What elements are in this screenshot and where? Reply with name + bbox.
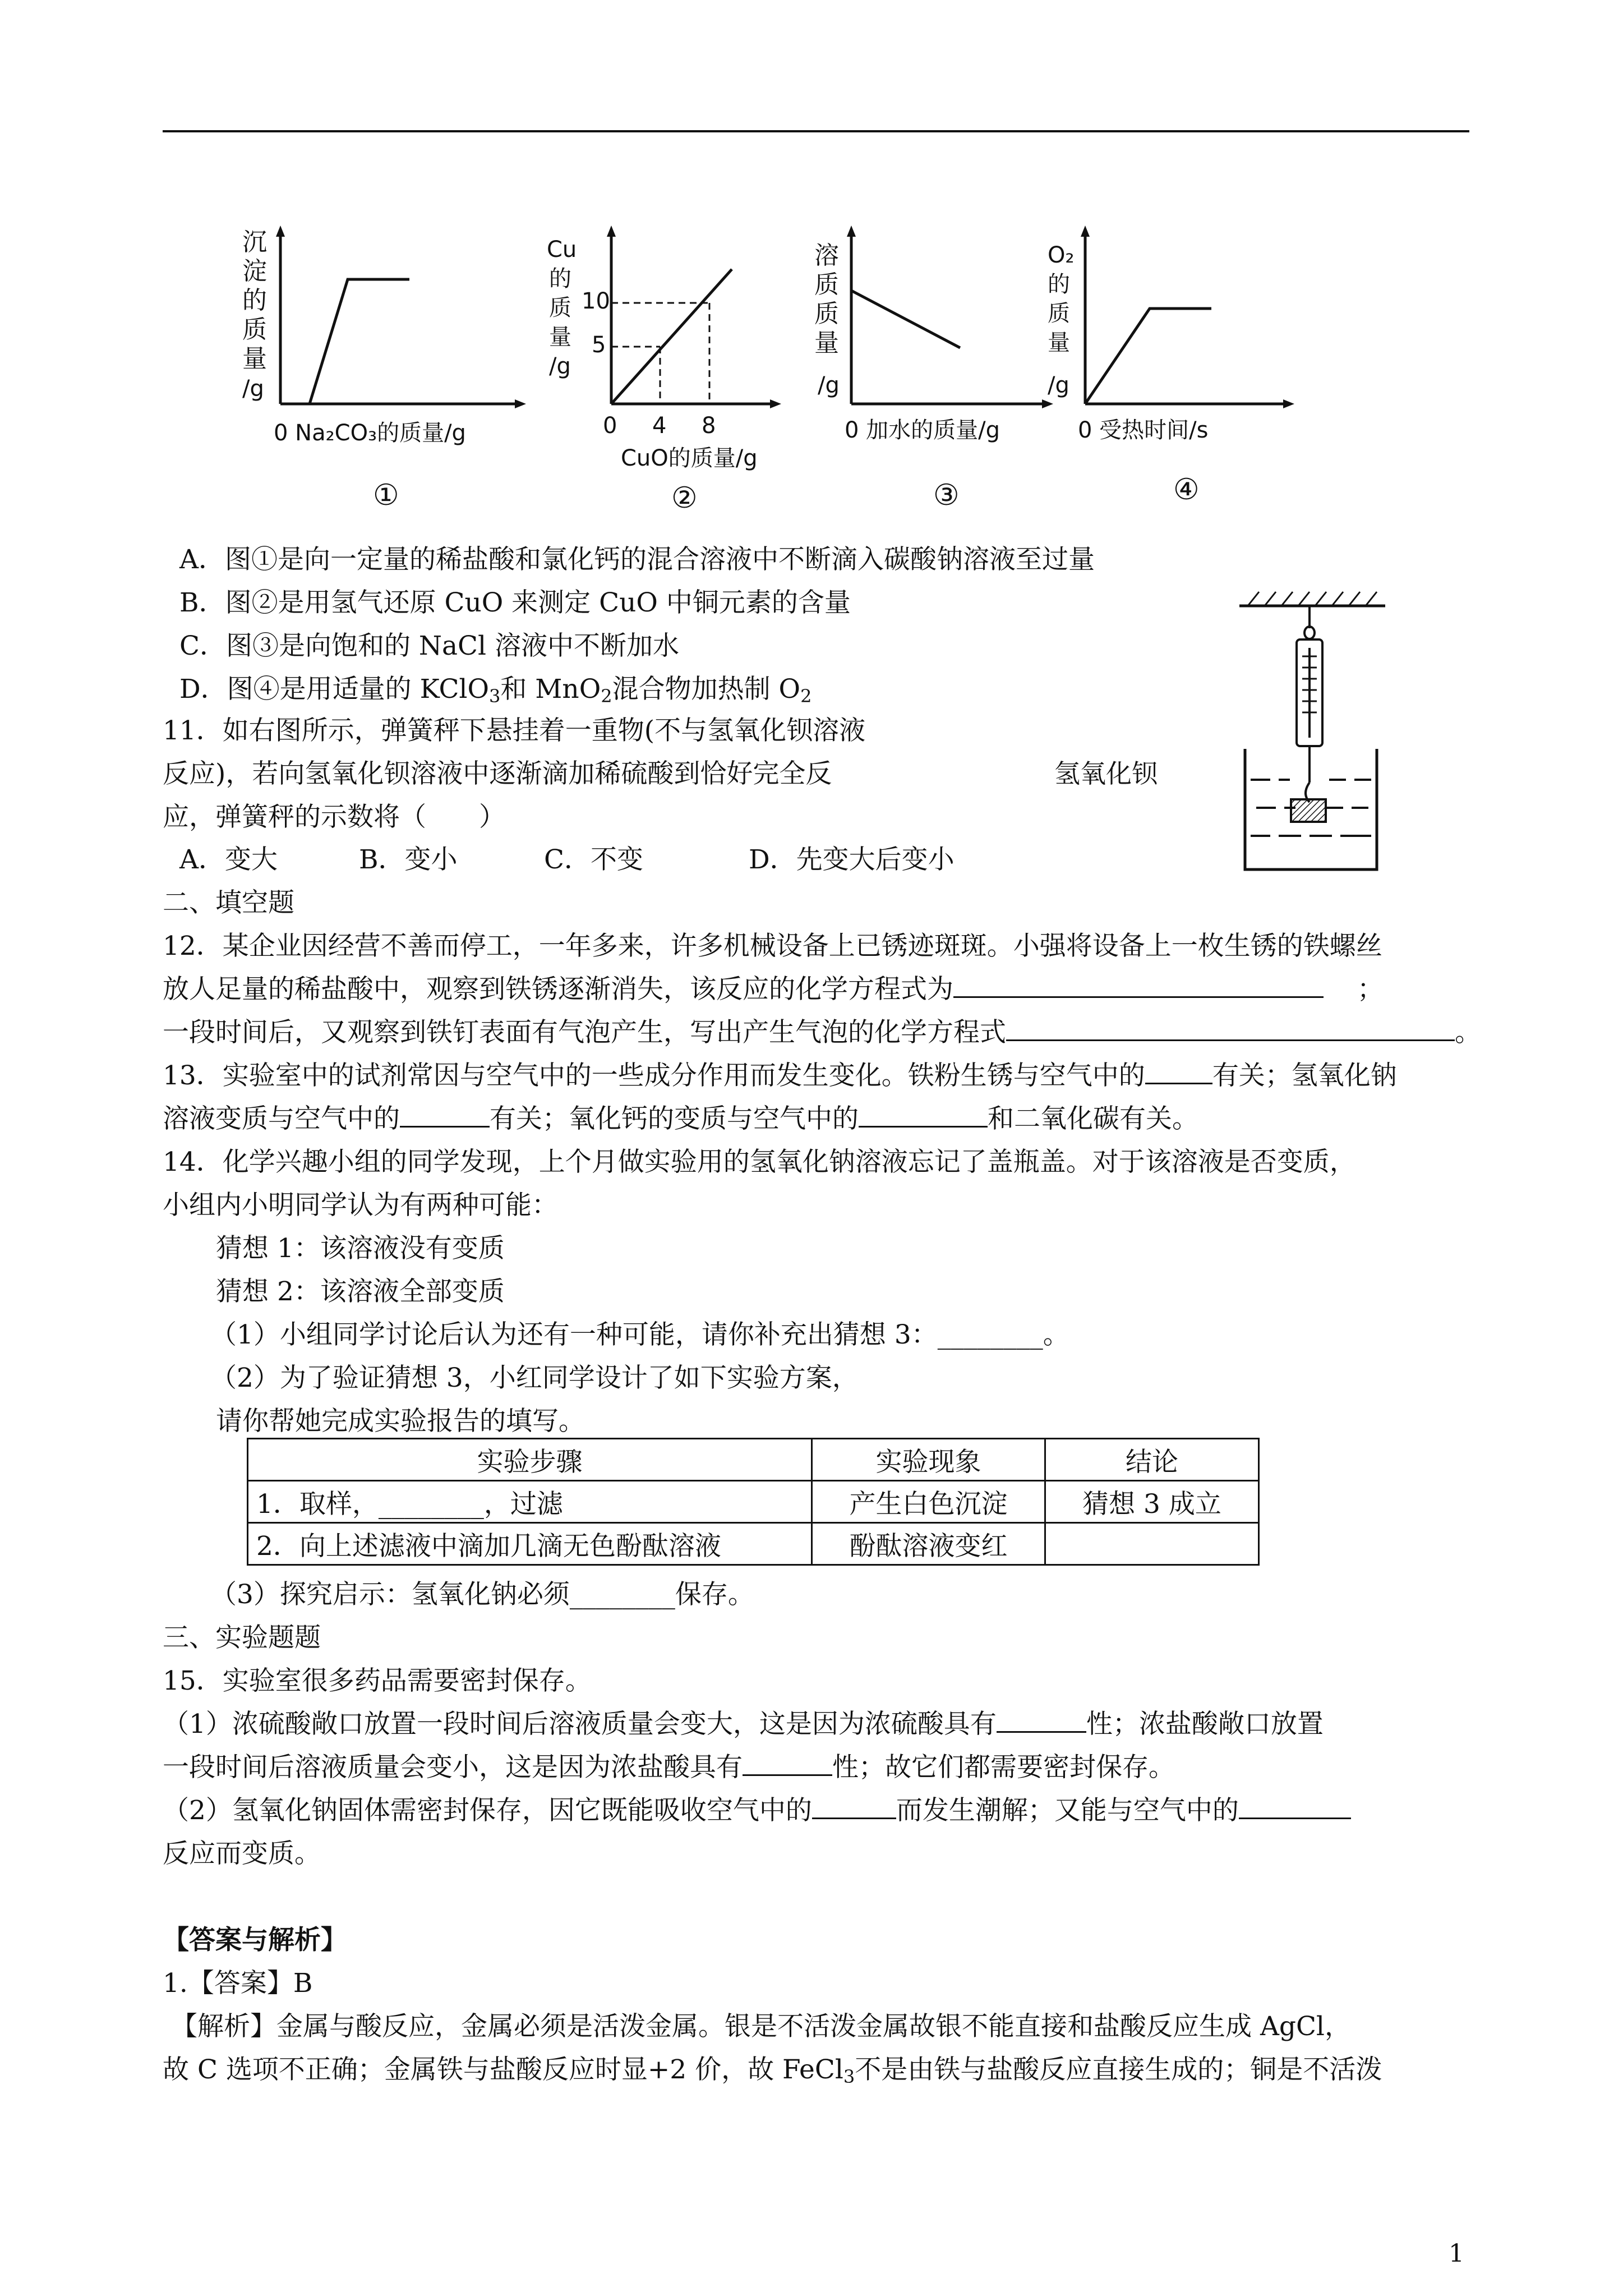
- fig3-ylabel-3: 质: [814, 300, 839, 328]
- q11-line-1: 11．如右图所示，弹簧秤下悬挂着一重物(不与氢氧化钡溶液: [163, 715, 866, 746]
- fig3-xlabel: 0 加水的质量/g: [845, 417, 1000, 443]
- fig2-ytick-10: 10: [582, 288, 610, 314]
- fig1-ylabel-2: 淀: [242, 257, 267, 286]
- fig2-ylabel-3: 质: [549, 295, 571, 321]
- q15-blank-2[interactable]: [743, 1750, 832, 1776]
- header-rule: [163, 130, 1469, 132]
- fig1-number: ①: [373, 478, 399, 512]
- q12-blank-1[interactable]: [953, 972, 1324, 998]
- table-row: [248, 1481, 1259, 1523]
- table-cell: 1．取样，________，过滤: [248, 1481, 812, 1523]
- fig2-ytick-5: 5: [592, 332, 606, 358]
- graph-2: [541, 224, 799, 522]
- fig1-curve: [310, 279, 409, 404]
- q13-line-1: 13．实验室中的试剂常因与空气中的一些成分作用而发生变化。铁粉生锈与空气中的 有关；氢氧化钠: [163, 1057, 1397, 1094]
- q12-line-2: 放人足量的稀盐酸中，观察到铁锈逐渐消失，该反应的化学方程式为 ；: [163, 971, 1384, 1008]
- fig1-ylabel-4: 质: [242, 315, 267, 344]
- answers-heading: 【答案与解析】: [163, 1925, 347, 1955]
- q13-blank-2[interactable]: [400, 1101, 490, 1128]
- q11-options: [179, 841, 955, 878]
- fig1-ylabel-3: 的: [242, 286, 267, 315]
- fig1-ylabel-5: 量: [242, 344, 267, 373]
- table-cell: 猜想 3 成立: [1045, 1481, 1259, 1523]
- q13-blank-1[interactable]: [1145, 1058, 1212, 1084]
- fig3-ylabel-2: 质: [814, 270, 839, 299]
- q12-blank-2[interactable]: [1006, 1015, 1455, 1041]
- graph-1: [241, 224, 533, 522]
- q13-blank-3[interactable]: [859, 1101, 988, 1128]
- fig1-xlabel: 0 Na₂CO₃的质量/g: [274, 420, 466, 446]
- q11-option-c: C．不变: [544, 844, 643, 875]
- page-number: 1: [1449, 2239, 1464, 2268]
- q15-line-4: （2）氢氧化钠固体需密封保存，因它既能吸收空气中的 而发生潮解；又能与空气中的: [163, 1792, 1351, 1829]
- experiment-table: [247, 1438, 1260, 1566]
- q10-option-a: A．图①是向一定量的稀盐酸和氯化钙的混合溶液中不断滴入碳酸钠溶液至过量: [179, 544, 1095, 575]
- q10-option-b: B．图②是用氢气还原 CuO 来测定 CuO 中铜元素的含量: [179, 587, 851, 618]
- fig2-number: ②: [671, 481, 698, 515]
- explanation-line-2: 故 C 选项不正确；金属铁与盐酸反应时显+2 价，故 FeCl$_3$不是由铁与盐酸反应直接生成的；铜是不活泼: [163, 2054, 1382, 2087]
- table-header: 实验现象: [812, 1439, 1045, 1481]
- spring-balance-diagram: [1054, 589, 1391, 883]
- q15-line-3: 一段时间后溶液质量会变小，这是因为浓盐酸具有 性；故它们都需要密封保存。: [163, 1749, 1175, 1786]
- q11-option-a: A．变大: [179, 844, 278, 875]
- fig4-ylabel-2: 的: [1048, 272, 1070, 297]
- fig3-ylabel-1: 溶: [814, 241, 839, 270]
- balance-label: 氢氧化钡: [1054, 758, 1158, 789]
- q15-line-1: 15．实验室很多药品需要密封保存。: [163, 1665, 592, 1696]
- graph-4: [1043, 224, 1301, 522]
- table-header: 结论: [1045, 1439, 1259, 1481]
- fig2-ylabel-5: /g: [549, 353, 571, 379]
- table-cell: 产生白色沉淀: [812, 1481, 1045, 1523]
- fig4-ylabel-5: /g: [1048, 372, 1069, 398]
- section-fill-blank: 二、填空题: [163, 887, 294, 918]
- fig4-xlabel: 0 受热时间/s: [1078, 417, 1209, 443]
- fig2-xtick-4: 4: [652, 413, 667, 439]
- q14-line-2: 小组内小明同学认为有两种可能：: [163, 1190, 558, 1221]
- q11-line-2: 反应)，若向氢氧化钡溶液中逐渐滴加稀硫酸到恰好完全反: [163, 758, 832, 789]
- table-cell-blank[interactable]: [1045, 1523, 1259, 1565]
- fig2-ylabel-4: 量: [549, 324, 571, 350]
- q11-option-d: D．先变大后变小: [749, 844, 955, 875]
- fig3-ylabel-5: /g: [818, 372, 840, 398]
- q14-line-1: 14．化学兴趣小组的同学发现，上个月做实验用的氢氧化钠溶液忘记了盖瓶盖。对于该溶液是否变质，: [163, 1147, 1356, 1177]
- q10-option-d: D．图④是用适量的 KClO$_3$和 MnO$_2$混合物加热制 $O_2$: [179, 674, 812, 707]
- q15-line-2: （1）浓硫酸敞口放置一段时间后溶液质量会变大，这是因为浓硫酸具有 性；浓盐酸敞口放置: [163, 1706, 1324, 1743]
- table-header-row: [248, 1439, 1259, 1481]
- q14-part-2b: 请你帮她完成实验报告的填写。: [216, 1406, 585, 1437]
- table-header: 实验步骤: [248, 1439, 812, 1481]
- fig4-ylabel-1: O₂: [1048, 242, 1075, 268]
- q15-blank-4[interactable]: [1239, 1793, 1351, 1819]
- q14-part-3: （3）探究启示：氢氧化钠必须________保存。: [210, 1579, 754, 1610]
- table-cell: 酚酞溶液变红: [812, 1523, 1045, 1565]
- q14-part-1: （1）小组同学讨论后认为还有一种可能，请你补充出猜想 3：________。: [210, 1319, 1069, 1350]
- fig2-ylabel-2: 的: [549, 266, 571, 292]
- q11-line-3: 应，弹簧秤的示数将（ ）: [163, 802, 505, 832]
- fig1-ylabel-1: 沉: [242, 228, 267, 256]
- weight: [1291, 799, 1326, 822]
- fig2-xtick-0: 0: [603, 413, 617, 439]
- q10-option-c: C．图③是向饱和的 NaCl 溶液中不断加水: [179, 631, 679, 661]
- q13-line-2: 溶液变质与空气中的 有关；氧化钙的变质与空气中的 和二氧化碳有关。: [163, 1101, 1198, 1138]
- q12-line-1: 12．某企业因经营不善而停工，一年多来，许多机械设备上已锈迹斑斑。小强将设备上一枚生锈的铁螺丝: [163, 931, 1382, 961]
- q14-guess-2: 猜想 2：该溶液全部变质: [216, 1276, 505, 1307]
- table-row: [248, 1523, 1259, 1565]
- fig4-ylabel-4: 量: [1048, 330, 1070, 356]
- q14-part-2: （2）为了验证猜想 3，小红同学设计了如下实验方案，: [210, 1363, 859, 1393]
- fig2-curve: [611, 269, 732, 404]
- section-experiment: 三、实验题题: [163, 1622, 321, 1653]
- fig3-curve: [851, 291, 960, 348]
- q12-line-3: 一段时间后，又观察到铁钉表面有气泡产生，写出产生气泡的化学方程式 。: [163, 1014, 1481, 1051]
- fig4-number: ④: [1173, 473, 1200, 507]
- q14-guess-1: 猜想 1：该溶液没有变质: [216, 1233, 505, 1264]
- fig1-ylabel-6: /g: [242, 376, 264, 402]
- explanation-line-1: 【解析】金属与酸反应，金属必须是活泼金属。银是不活泼金属故银不能直接和盐酸反应生成 AgCl，: [171, 2011, 1351, 2042]
- fig3-ylabel-4: 量: [814, 329, 839, 357]
- q15-blank-1[interactable]: [997, 1706, 1086, 1733]
- fig4-curve: [1085, 309, 1211, 404]
- q15-blank-3[interactable]: [812, 1793, 896, 1819]
- q11-option-b: B．变小: [359, 844, 458, 875]
- q15-line-5: 反应而变质。: [163, 1838, 321, 1869]
- table-cell: 2．向上述滤液中滴加几滴无色酚酞溶液: [248, 1523, 812, 1565]
- fig2-ylabel-1: Cu: [547, 237, 577, 263]
- fig3-number: ③: [933, 478, 960, 512]
- fig4-ylabel-3: 质: [1048, 301, 1070, 326]
- graph-3: [813, 224, 1071, 522]
- answer-1: 1.【答案】B: [163, 1968, 313, 1999]
- fig2-xlabel: CuO的质量/g: [621, 445, 758, 471]
- fig2-xtick-8: 8: [702, 413, 716, 439]
